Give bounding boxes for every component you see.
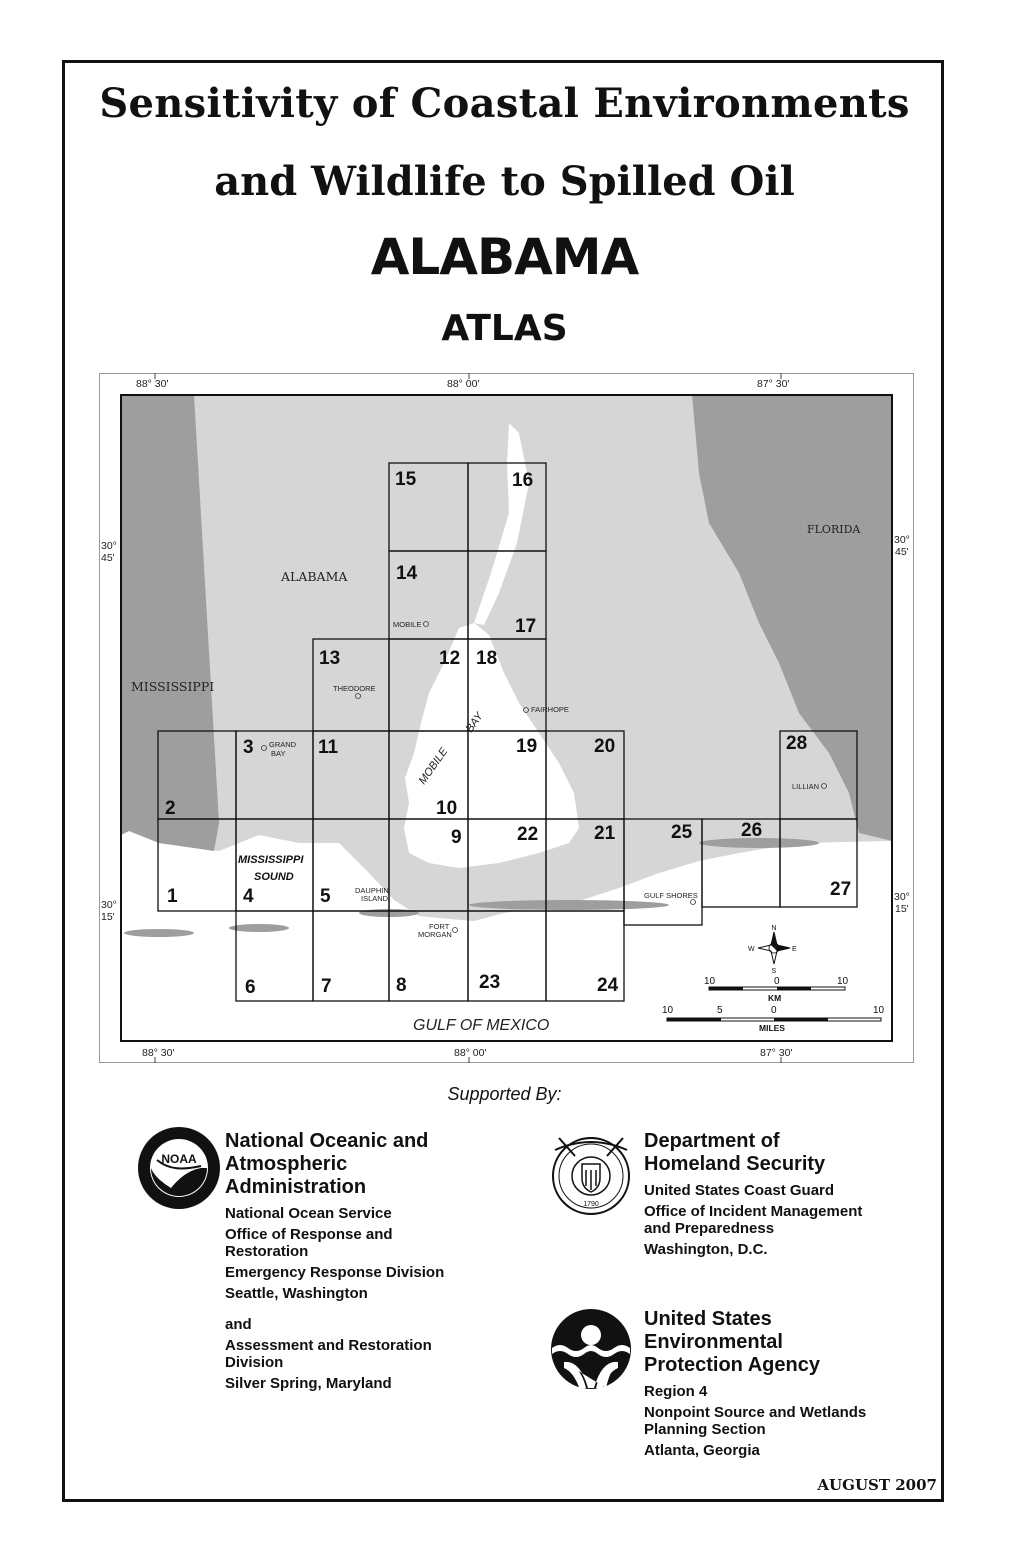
state-title: ALABAMA: [370, 228, 639, 286]
km-tick-1: 0: [774, 976, 780, 987]
dhs-line-1: United States Coast Guard: [644, 1182, 835, 1199]
noaa-line-6: Silver Spring, Maryland: [225, 1375, 392, 1392]
tile-24: 24: [597, 975, 619, 996]
tile-6: 6: [245, 977, 256, 998]
coord-bottom-1: 88° 30': [142, 1047, 175, 1059]
dhs-line-3: Washington, D.C.: [644, 1241, 768, 1258]
label-sound-1: MISSISSIPPI: [238, 854, 304, 866]
dhs-line-2: Office of Incident Management and Preparedness: [644, 1203, 863, 1237]
label-sound-2: SOUND: [254, 871, 294, 883]
tile-12: 12: [439, 648, 461, 669]
noaa-name: National Oceanic and Atmospheric Administration: [225, 1130, 429, 1198]
place-mobile: MOBILE: [393, 620, 422, 629]
coord-top-2: 88° 00': [447, 378, 480, 390]
mi-tick-1: 5: [717, 1005, 723, 1016]
noaa-line-5: Assessment and Restoration Division: [225, 1337, 432, 1371]
epa-line-2: Nonpoint Source and Wetlands Planning Section: [644, 1404, 867, 1438]
coord-left-2a: 30°: [101, 899, 117, 911]
tile-19: 19: [516, 736, 538, 757]
compass-n: N: [771, 925, 777, 932]
epa-line-3: Atlanta, Georgia: [644, 1442, 760, 1459]
tile-9: 9: [451, 827, 462, 848]
tile-2: 2: [165, 798, 176, 819]
dhs-name: Department of Homeland Security: [644, 1130, 826, 1175]
place-theodore: THEODORE: [333, 684, 376, 693]
noaa-line-2: Office of Response and Restoration: [225, 1226, 393, 1260]
compass-s: S: [771, 968, 777, 975]
coord-right-2a: 30°: [894, 891, 910, 903]
tile-23: 23: [479, 972, 501, 993]
noaa-line-4: Seattle, Washington: [225, 1285, 368, 1302]
mi-tick-0: 10: [662, 1005, 674, 1016]
tile-1: 1: [167, 886, 178, 907]
label-mobile-bay-2: BAY: [463, 710, 486, 735]
tile-4: 4: [243, 886, 254, 907]
mi-tick-3: 10: [873, 1005, 885, 1016]
place-dauphin-1: DAUPHIN: [355, 886, 389, 895]
epa-logo-icon: [550, 1308, 632, 1390]
label-alabama: ALABAMA: [281, 569, 348, 584]
mi-unit: MILES: [759, 1023, 785, 1033]
place-grand-bay-2: BAY: [271, 749, 286, 758]
tile-7: 7: [321, 976, 332, 997]
tile-28: 28: [786, 733, 808, 754]
title-line-2: and Wildlife to Spilled Oil: [214, 158, 795, 205]
km-unit: KM: [768, 993, 782, 1003]
label-florida: FLORIDA: [807, 523, 861, 536]
coord-left-2b: 15': [101, 911, 115, 923]
noaa-and: and: [225, 1316, 252, 1333]
tile-15: 15: [395, 469, 417, 490]
noaa-logo-icon: [137, 1126, 221, 1210]
place-grand-bay-1: GRAND: [269, 740, 297, 749]
coord-left-1b: 45': [101, 552, 115, 564]
tile-27: 27: [830, 879, 852, 900]
coord-bottom-2: 88° 00': [454, 1047, 487, 1059]
tile-10: 10: [436, 798, 458, 819]
km-tick-0: 10: [704, 976, 716, 987]
tile-8: 8: [396, 975, 407, 996]
compass-e: E: [792, 946, 797, 953]
dhs-block: [644, 1130, 934, 1258]
noaa-logo-text: NOAA: [161, 1152, 197, 1166]
place-fort-morgan-2: MORGAN: [418, 930, 452, 939]
tile-22: 22: [517, 824, 539, 845]
coord-right-1b: 45': [895, 546, 909, 558]
tile-16: 16: [512, 470, 534, 491]
place-fairhope: FAIRHOPE: [531, 705, 569, 714]
place-lillian: LILLIAN: [792, 782, 820, 791]
coord-right-1a: 30°: [894, 534, 910, 546]
label-gulf: GULF OF MEXICO: [413, 1017, 550, 1034]
epa-name: United States Environmental Protection Agency: [644, 1308, 820, 1376]
tile-17: 17: [515, 616, 537, 637]
index-map: [99, 373, 914, 1063]
supported-by-label: Supported By:: [447, 1084, 562, 1104]
tile-14: 14: [396, 563, 418, 584]
title-line-1: Sensitivity of Coastal Environments: [99, 80, 910, 127]
tile-20: 20: [594, 736, 616, 757]
coord-top-3: 87° 30': [757, 378, 790, 390]
compass-w: W: [748, 946, 755, 953]
tile-26: 26: [741, 820, 763, 841]
noaa-line-1: National Ocean Service: [225, 1205, 392, 1222]
tile-5: 5: [320, 886, 331, 907]
coast-guard-seal-icon: [547, 1130, 635, 1218]
noaa-line-3: Emergency Response Division: [225, 1264, 445, 1281]
publication-date: AUGUST 2007: [817, 1476, 937, 1494]
label-mobile-bay-1: MOBILE: [416, 745, 451, 787]
coord-right-2b: 15': [895, 903, 909, 915]
tile-13: 13: [319, 648, 341, 669]
epa-block: [644, 1308, 934, 1459]
tile-21: 21: [594, 823, 616, 844]
place-gulf-shores: GULF SHORES: [644, 891, 698, 900]
atlas-subtitle: ATLAS: [441, 308, 568, 349]
km-tick-2: 10: [837, 976, 849, 987]
place-dauphin-2: ISLAND: [361, 894, 389, 903]
coord-left-1a: 30°: [101, 540, 117, 552]
coord-top-1: 88° 30': [136, 378, 169, 390]
place-fort-morgan-1: FORT: [429, 922, 450, 931]
tile-18: 18: [476, 648, 498, 669]
coord-bottom-3: 87° 30': [760, 1047, 793, 1059]
label-mississippi: MISSISSIPPI: [131, 679, 215, 694]
noaa-block: [225, 1130, 525, 1392]
tile-11: 11: [318, 737, 339, 758]
epa-line-1: Region 4: [644, 1383, 708, 1400]
coast-guard-year: 1790: [583, 1201, 599, 1208]
tile-3: 3: [243, 737, 254, 758]
mi-tick-2: 0: [771, 1005, 777, 1016]
tile-25: 25: [671, 822, 693, 843]
